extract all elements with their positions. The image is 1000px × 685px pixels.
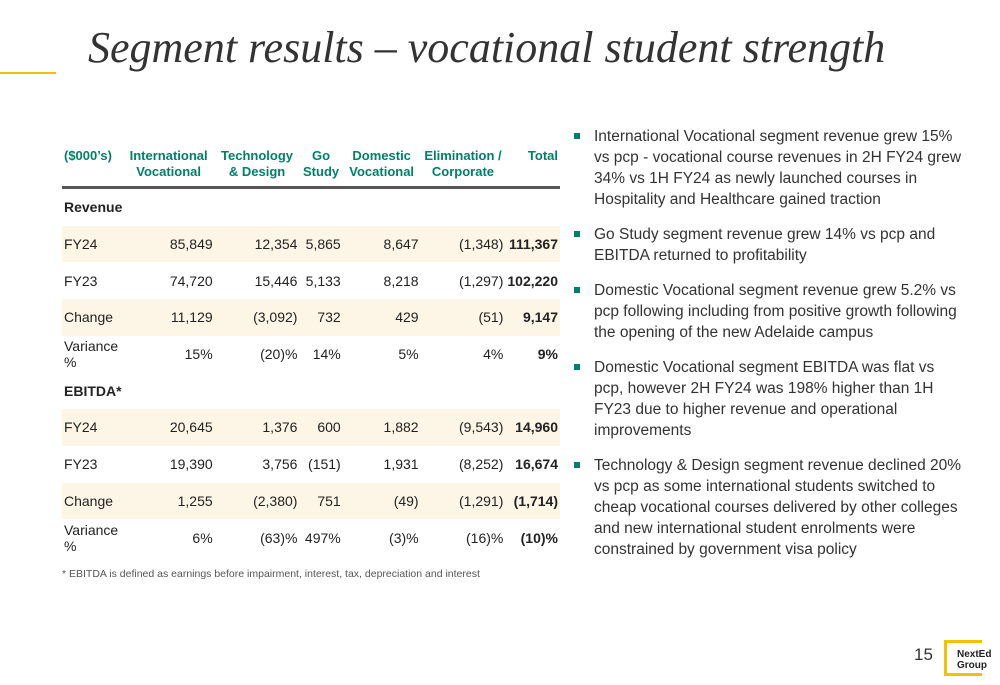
table-cell: 74,720	[169, 272, 213, 289]
section-row	[62, 372, 560, 409]
table-cell: 19,390	[169, 456, 213, 473]
table-cell: (16)%	[466, 529, 504, 546]
table-cell: 8,647	[343, 226, 421, 263]
column-header: International Vocational	[123, 146, 215, 188]
table-cell: (1,291)	[421, 483, 506, 520]
table-cell: (3,092)	[215, 299, 300, 336]
row-label: Variance %	[64, 521, 119, 554]
title-accent-line	[0, 72, 56, 74]
table-cell: (20)%	[260, 346, 298, 363]
table-cell: 111,367	[505, 226, 560, 263]
table-cell: (1,714)	[505, 483, 560, 520]
row-label: FY24	[62, 409, 123, 446]
logo-line1: NextEd	[957, 649, 992, 660]
page-number: 15	[914, 645, 933, 664]
table-row	[62, 409, 560, 446]
table-cell: 14,960	[505, 409, 560, 446]
table-cell: 1,255	[123, 483, 215, 520]
table-cell: 14%	[312, 346, 341, 363]
row-label: Variance %	[64, 338, 119, 371]
table-cell: (151)	[308, 456, 341, 473]
table-cell: (49)	[343, 483, 421, 520]
table-cell: (1,297)	[459, 272, 504, 289]
bullet-item: International Vocational segment revenue grew 15% vs pcp - vocational course revenues in 2H FY24 grew 34% vs 1H FY24 as newly launched courses in Hospitality and Healthcare gained traction	[572, 126, 962, 210]
table-row	[62, 299, 560, 336]
table-cell: 15%	[184, 346, 213, 363]
table-cell: 5%	[398, 346, 419, 363]
table-cell: 600	[299, 409, 342, 446]
table-cell: 5,133	[305, 272, 341, 289]
column-header: Domestic Vocational	[343, 146, 421, 188]
table-cell: (9,543)	[421, 409, 506, 446]
section-label: Revenue	[64, 199, 123, 216]
logo-line2: Group	[957, 660, 987, 671]
table-cell: 751	[299, 483, 342, 520]
table-cell: 12,354	[215, 226, 300, 263]
table-row	[62, 446, 560, 483]
table-cell: (63)%	[260, 529, 298, 546]
footnote: * EBITDA is defined as earnings before impairment, interest, tax, depreciation and interest	[62, 568, 480, 580]
table-row	[62, 336, 560, 373]
column-header: Technology & Design	[215, 146, 300, 188]
segment-results-table	[62, 146, 560, 556]
table-cell: 11,129	[123, 299, 215, 336]
table-cell: (51)	[421, 299, 506, 336]
table-cell: 9,147	[505, 299, 560, 336]
table-cell: 4%	[483, 346, 504, 363]
table-row	[62, 262, 560, 299]
commentary-bullets	[572, 126, 962, 574]
table-row	[62, 483, 560, 520]
column-header: Elimination / Corporate	[421, 146, 506, 188]
table-cell: (10)%	[520, 529, 558, 546]
table-cell: (1,348)	[421, 226, 506, 263]
table-cell: 9%	[537, 346, 558, 363]
table-cell: 732	[299, 299, 342, 336]
bullet-item: Technology & Design segment revenue declined 20% vs pcp as some international students switched to cheap vocational courses delivered by other colleges and new international student enrolments were constrained by government visa policy	[572, 455, 962, 560]
row-label: FY24	[62, 226, 123, 263]
table-cell: (2,380)	[215, 483, 300, 520]
table-cell: 102,220	[507, 272, 558, 289]
section-label: EBITDA*	[64, 382, 122, 399]
bullet-item: Domestic Vocational segment EBITDA was flat vs pcp, however 2H FY24 was 198% higher than 1H FY23 due to higher revenue and operational improvements	[572, 357, 962, 441]
table-cell: 5,865	[299, 226, 342, 263]
table-cell: 20,645	[123, 409, 215, 446]
table-cell: 16,674	[515, 456, 558, 473]
table-cell: 1,882	[343, 409, 421, 446]
bullet-item: Go Study segment revenue grew 14% vs pcp and EBITDA returned to profitability	[572, 224, 962, 266]
table-cell: (3)%	[389, 529, 419, 546]
table-cell: 3,756	[262, 456, 298, 473]
table-cell: 6%	[192, 529, 213, 546]
row-label: FY23	[64, 456, 98, 473]
row-label: Change	[62, 483, 123, 520]
page-title: Segment results – vocational student strength	[88, 23, 886, 72]
table-row	[62, 226, 560, 263]
bullet-item: Domestic Vocational segment revenue grew 5.2% vs pcp following including from positive growth following the opening of the new Adelaide campus	[572, 280, 962, 343]
table-cell: 85,849	[123, 226, 215, 263]
nexted-logo	[944, 640, 992, 676]
table-cell: 1,931	[383, 456, 419, 473]
table-cell: 8,218	[383, 272, 419, 289]
table-cell: 15,446	[254, 272, 298, 289]
table-cell: (8,252)	[459, 456, 504, 473]
section-row	[62, 188, 560, 226]
row-label: Change	[62, 299, 123, 336]
table-cell: 497%	[304, 529, 341, 546]
table-cell: 1,376	[215, 409, 300, 446]
column-header: Go Study	[299, 146, 342, 188]
table-row	[62, 519, 560, 556]
row-label: FY23	[64, 272, 98, 289]
column-header: Total	[505, 146, 560, 188]
column-header: ($000’s)	[62, 146, 123, 188]
table-cell: 429	[343, 299, 421, 336]
